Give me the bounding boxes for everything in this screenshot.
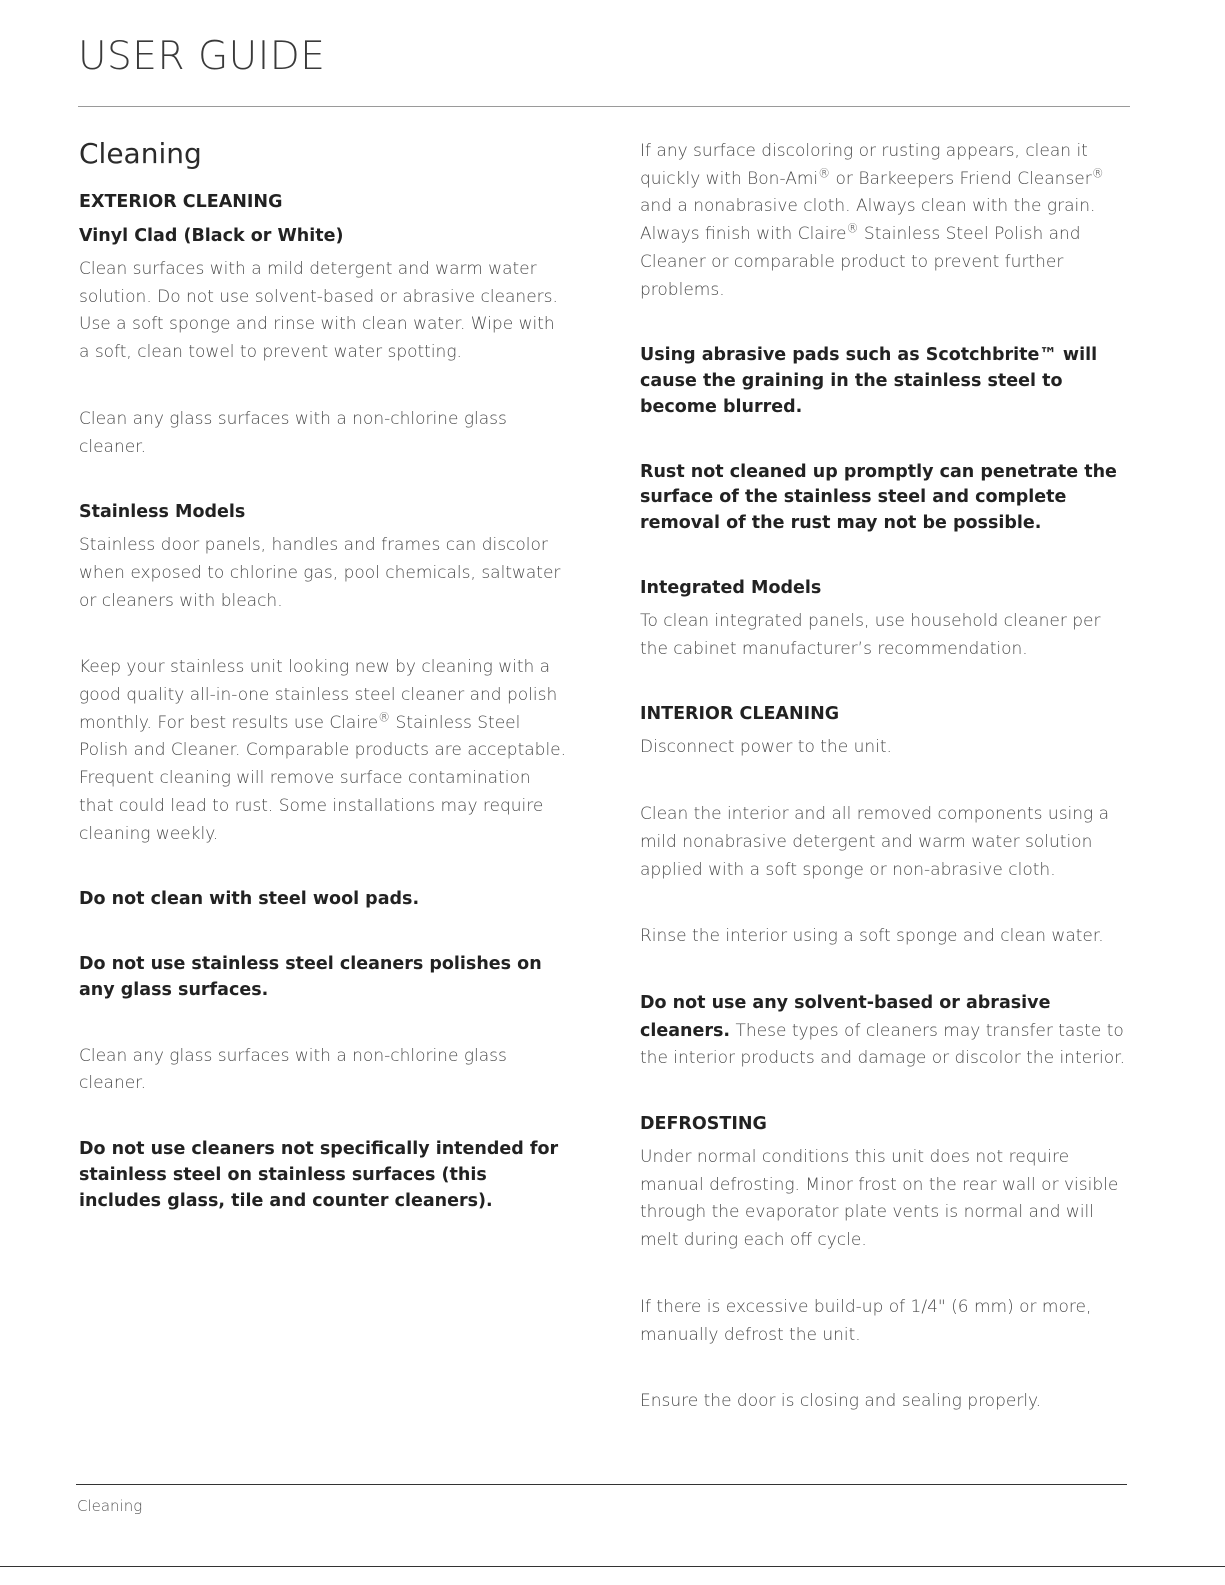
bottom-divider: [0, 1566, 1225, 1567]
warning-non-stainless-cleaners: Do not use cleaners not specifically intended for stainless steel on stainless surfaces (this includes glass, tile and counter cleaners).: [79, 1139, 559, 1211]
warning-abrasive-pads: Using abrasive pads such as Scotchbrite™ will cause the graining in the stainless steel to become blurred.: [640, 345, 1098, 417]
exterior-cleaning-heading: EXTERIOR CLEANING: [79, 192, 283, 212]
vinyl-clad-heading: Vinyl Clad (Black or White): [79, 226, 344, 246]
stainless-p2-text-a: Keep your stainless unit looking new by cleaning with a good quality all-in-one stainless steel cleaner and polish monthly. For best results use Claire: [79, 657, 558, 733]
section-title: Cleaning: [79, 137, 202, 170]
warning-glass-surfaces: Do not use stainless steel cleaners polishes on any glass surfaces.: [79, 954, 542, 1000]
spacer: [640, 951, 1130, 990]
warning-rust: Rust not cleaned up promptly can penetrate the surface of the stainless steel and complete removal of the rust may not be possible.: [640, 461, 1117, 534]
vinyl-paragraph-1: Clean surfaces with a mild detergent and warm water solution. Do not use solvent-based or abrasive cleaners. Use a soft sponge and rinse with clean water. Wipe with a soft, clean towel to prevent water spotting.: [79, 259, 558, 363]
spacer: [640, 1073, 1130, 1112]
vinyl-paragraph-2: Clean any glass surfaces with a non-chlorine glass cleaner.: [79, 408, 507, 457]
rust-text-c: and a nonabrasive cloth. Always clean with the grain. Always finish with Claire: [640, 196, 1096, 245]
registered-mark: ®: [1091, 166, 1104, 181]
stainless-paragraph-1: Stainless door panels, handles and frames can discolor when exposed to chlorine gas, pool chemicals, saltwater or cleaners with bleach.: [79, 535, 561, 611]
interior-paragraph-2: Clean the interior and all removed components using a mild nonabrasive detergent and warm water solution applied with a soft sponge or non-abrasive cloth.: [640, 804, 1110, 880]
stainless-p2-text-b: Stainless Steel Polish and Cleaner. Comparable products are acceptable. Frequent cleaning will remove surface contamination that could lead to rust. Some installations may require cleaning weekly.: [79, 712, 567, 844]
interior-warning-rest: These types of cleaners may transfer taste to the interior products and damage or discolor the interior.: [640, 1020, 1126, 1069]
footer-label: Cleaning: [77, 1497, 143, 1515]
registered-mark: ®: [846, 221, 859, 236]
spacer: [640, 762, 1130, 801]
left-column: [79, 136, 569, 1214]
page-header-title: USER GUIDE: [78, 34, 326, 79]
interior-warning-bold: Do not use any solvent-based or abrasive cleaners.: [640, 992, 1051, 1041]
spacer: [640, 884, 1130, 923]
integrated-paragraph: To clean integrated panels, use household cleaner per the cabinet manufacturer’s recommendation.: [640, 611, 1101, 659]
rust-paragraph: [640, 138, 1130, 304]
registered-mark: ®: [378, 710, 391, 725]
interior-cleaning-heading: INTERIOR CLEANING: [640, 704, 840, 725]
spacer: [640, 1349, 1130, 1388]
spacer: [79, 1004, 569, 1043]
rust-text-d: Stainless Steel Polish and Cleaner or comparable product to prevent further problems.: [640, 224, 1081, 300]
footer-divider: [76, 1484, 1127, 1485]
spacer: [79, 848, 569, 887]
defrost-paragraph-3: Ensure the door is closing and sealing properly.: [640, 1391, 1042, 1412]
registered-mark: ®: [818, 166, 831, 181]
defrost-paragraph-1: Under normal conditions this unit does not require manual defrosting. Minor frost on the rear wall or visible through the evaporator plate vents is normal and will melt during each off cycle.: [640, 1147, 1119, 1251]
rust-text-a: If any surface discoloring or rusting appears, clean it quickly with Bon-Ami: [640, 141, 1088, 189]
spacer: [640, 421, 1130, 460]
defrost-paragraph-2: If there is excessive build-up of 1/4" (6 mm) or more, manually defrost the unit.: [640, 1296, 1092, 1345]
spacer: [79, 615, 569, 654]
spacer: [640, 1255, 1130, 1294]
stainless-models-heading: Stainless Models: [79, 502, 246, 523]
spacer: [79, 913, 569, 952]
spacer: [79, 367, 569, 406]
interior-paragraph-1: Disconnect power to the unit.: [640, 737, 892, 758]
right-column: [640, 138, 1130, 1416]
stainless-paragraph-2: [79, 654, 569, 848]
warning-steel-wool: Do not clean with steel wool pads.: [79, 889, 420, 910]
spacer: [79, 461, 569, 500]
defrosting-heading: DEFROSTING: [640, 1114, 767, 1135]
interior-warning: [640, 990, 1130, 1073]
integrated-models-heading: Integrated Models: [640, 578, 822, 598]
spacer: [640, 537, 1130, 576]
spacer: [640, 663, 1130, 702]
spacer: [640, 304, 1130, 343]
stainless-paragraph-3: Clean any glass surfaces with a non-chlorine glass cleaner.: [79, 1045, 507, 1094]
spacer: [79, 1098, 569, 1137]
header-divider: [78, 106, 1130, 107]
rust-text-b: or Barkeepers Friend Cleanser: [830, 168, 1092, 189]
interior-paragraph-3: Rinse the interior using a soft sponge and clean water.: [640, 926, 1104, 947]
